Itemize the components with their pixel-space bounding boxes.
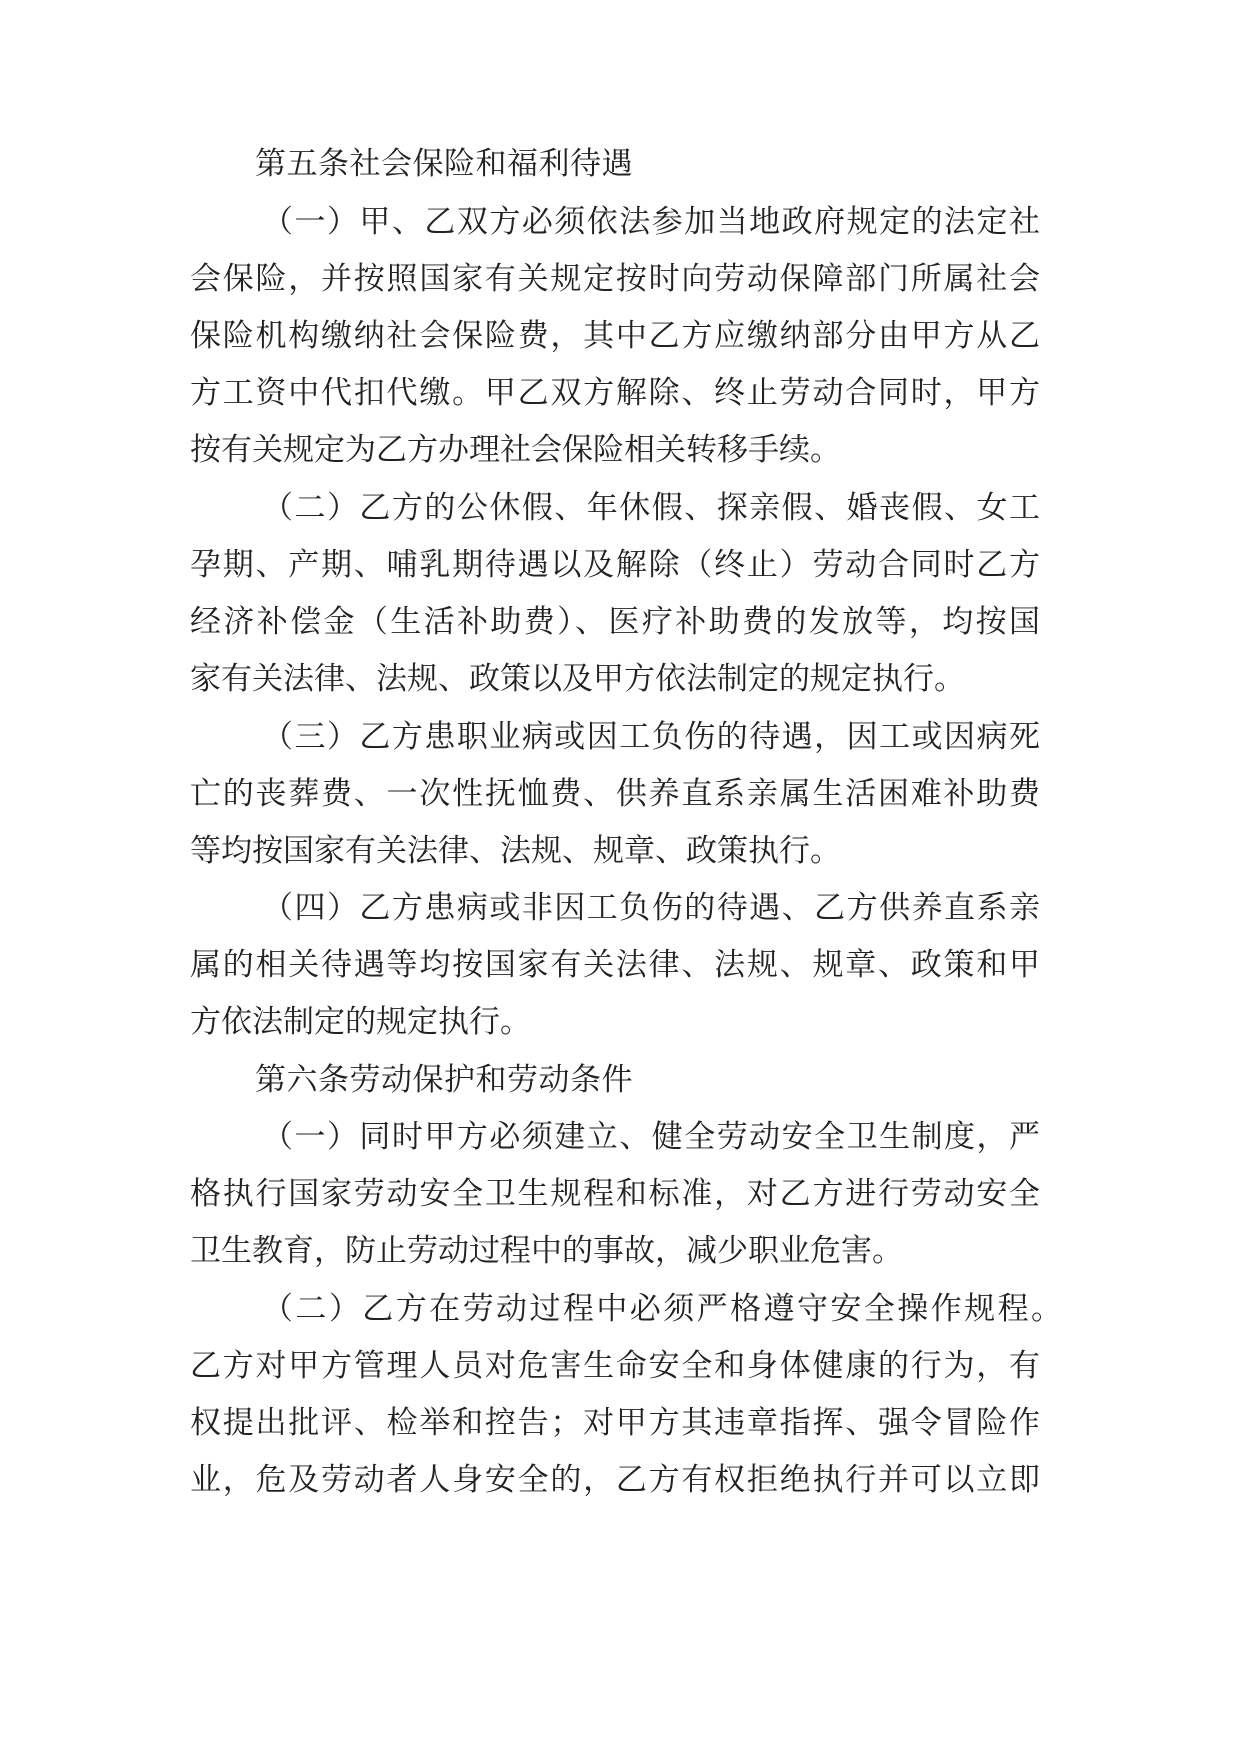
article-5-para-2-line-2: 孕期、产期、哺乳期待遇以及解除（终止）劳动合同时乙方 xyxy=(190,547,1040,583)
article-6-para-2-line-1: （二）乙方在劳动过程中必须严格遵守安全操作规程。 xyxy=(262,1291,1062,1327)
article-5-para-1-line-3: 保险机构缴纳社会保险费，其中乙方应缴纳部分由甲方从乙 xyxy=(190,318,1040,354)
article-5-para-1-line-4: 方工资中代扣代缴。甲乙双方解除、终止劳动合同时，甲方 xyxy=(190,375,1040,411)
article-5-para-4-line-1: （四）乙方患病或非因工负伤的待遇、乙方供养直系亲 xyxy=(262,890,1040,926)
article-6-para-1-line-2: 格执行国家劳动安全卫生规程和标准，对乙方进行劳动安全 xyxy=(190,1176,1040,1212)
article-5-para-4-line-2: 属的相关待遇等均按国家有关法律、法规、规章、政策和甲 xyxy=(190,947,1040,983)
article-6-para-1-line-1: （一）同时甲方必须建立、健全劳动安全卫生制度，严 xyxy=(262,1119,1040,1155)
article-5-para-3-line-2: 亡的丧葬费、一次性抚恤费、供养直系亲属生活困难补助费 xyxy=(190,776,1040,812)
article-6-para-2-line-4: 业，危及劳动者人身安全的，乙方有权拒绝执行并可以立即 xyxy=(190,1462,1040,1498)
article-5-para-2-line-3: 经济补偿金（生活补助费）、医疗补助费的发放等，均按国 xyxy=(190,604,1040,640)
article-6-para-2-line-2: 乙方对甲方管理人员对危害生命安全和身体健康的行为，有 xyxy=(190,1348,1040,1384)
article-6-heading: 第六条劳动保护和劳动条件 xyxy=(255,1062,633,1098)
article-6-para-2-line-3: 权提出批评、检举和控告；对甲方其违章指挥、强令冒险作 xyxy=(190,1405,1040,1441)
article-5-para-1-line-1: （一）甲、乙双方必须依法参加当地政府规定的法定社 xyxy=(262,204,1040,240)
article-5-para-3-line-3: 等均按国家有关法律、法规、规章、政策执行。 xyxy=(190,833,841,869)
article-6-para-1-line-3: 卫生教育，防止劳动过程中的事故，减少职业危害。 xyxy=(190,1233,903,1269)
article-5-heading: 第五条社会保险和福利待遇 xyxy=(255,146,633,182)
article-5-para-2-line-1: （二）乙方的公休假、年休假、探亲假、婚丧假、女工 xyxy=(262,490,1040,526)
article-5-para-1-line-5: 按有关规定为乙方办理社会保险相关转移手续。 xyxy=(190,432,841,468)
article-5-para-4-line-3: 方依法制定的规定执行。 xyxy=(190,1004,531,1040)
article-5-para-1-line-2: 会保险，并按照国家有关规定按时向劳动保障部门所属社会 xyxy=(190,261,1040,297)
article-5-para-3-line-1: （三）乙方患职业病或因工负伤的待遇，因工或因病死 xyxy=(262,719,1040,755)
article-5-para-2-line-4: 家有关法律、法规、政策以及甲方依法制定的规定执行。 xyxy=(190,661,965,697)
